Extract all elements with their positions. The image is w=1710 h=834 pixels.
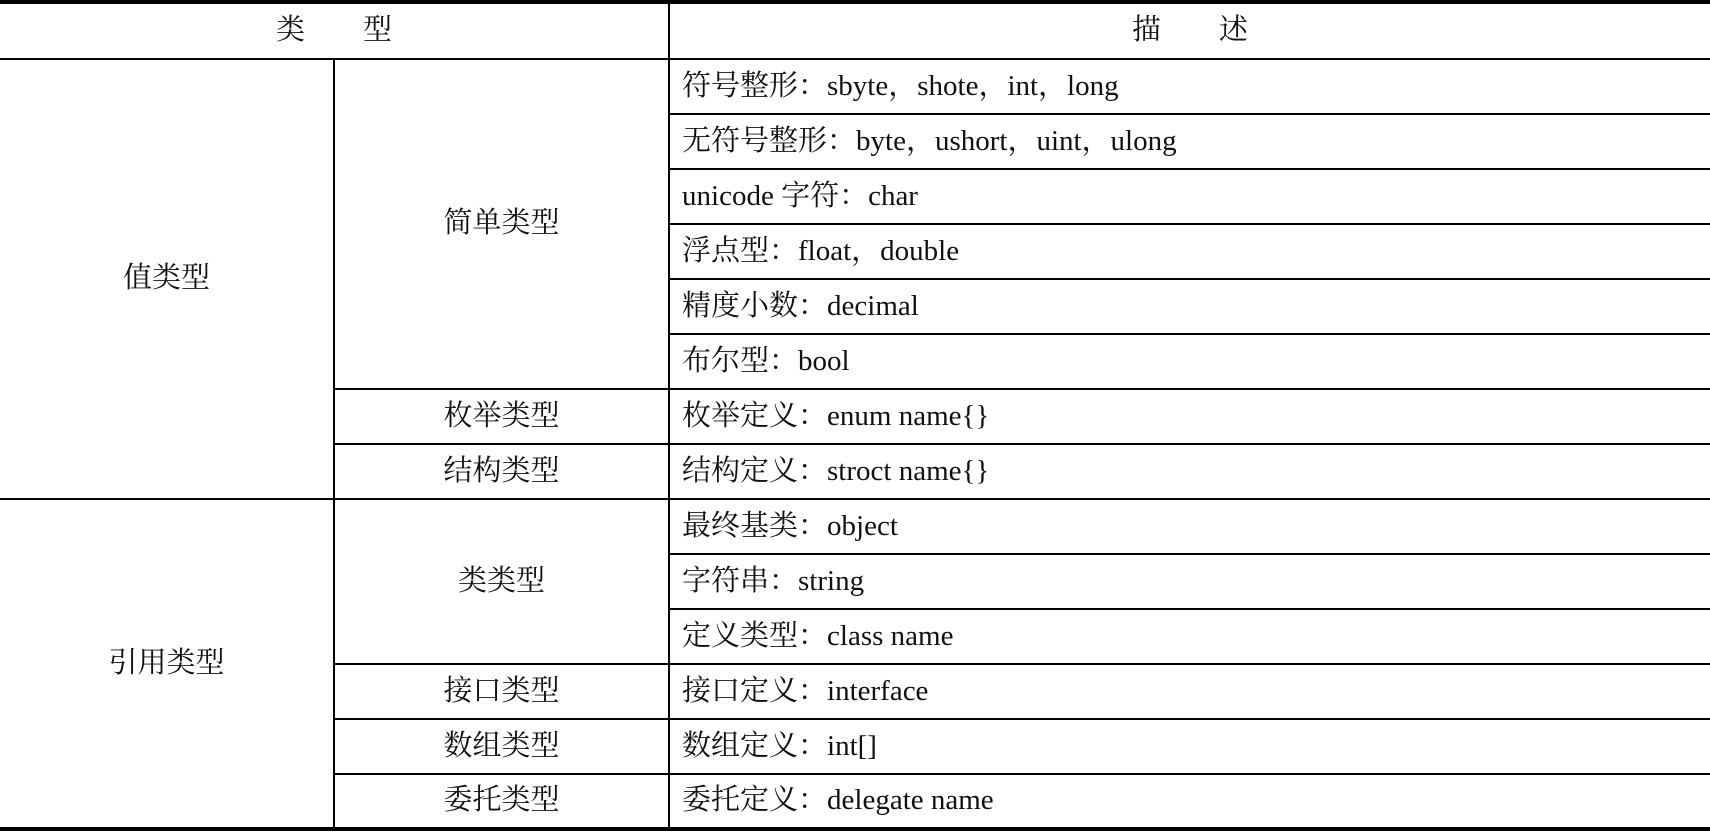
description-cell: 结构定义：stroct name{} <box>669 444 1710 499</box>
subtype-enum: 枚举类型 <box>334 389 669 444</box>
subtype-class: 类类型 <box>334 499 669 664</box>
description-cell: 数组定义：int[] <box>669 719 1710 774</box>
table-row <box>0 59 1710 114</box>
description-cell: unicode 字符：char <box>669 169 1710 224</box>
table-row <box>0 499 1710 554</box>
description-cell: 接口定义：interface <box>669 664 1710 719</box>
category-reference-types: 引用类型 <box>0 499 334 829</box>
description-cell: 字符串：string <box>669 554 1710 609</box>
header-type: 类 型 <box>0 2 669 59</box>
subtype-simple: 简单类型 <box>334 59 669 389</box>
description-cell: 最终基类：object <box>669 499 1710 554</box>
table-header-row <box>0 2 1710 59</box>
description-cell: 无符号整形：byte，ushort，uint，ulong <box>669 114 1710 169</box>
subtype-interface: 接口类型 <box>334 664 669 719</box>
description-cell: 布尔型：bool <box>669 334 1710 389</box>
description-cell: 符号整形：sbyte，shote，int，long <box>669 59 1710 114</box>
header-description: 描 述 <box>669 2 1710 59</box>
description-cell: 浮点型：float，double <box>669 224 1710 279</box>
description-cell: 定义类型：class name <box>669 609 1710 664</box>
description-cell: 枚举定义：enum name{} <box>669 389 1710 444</box>
description-cell: 精度小数：decimal <box>669 279 1710 334</box>
subtype-array: 数组类型 <box>334 719 669 774</box>
description-cell: 委托定义：delegate name <box>669 774 1710 829</box>
subtype-delegate: 委托类型 <box>334 774 669 829</box>
subtype-struct: 结构类型 <box>334 444 669 499</box>
category-value-types: 值类型 <box>0 59 334 499</box>
